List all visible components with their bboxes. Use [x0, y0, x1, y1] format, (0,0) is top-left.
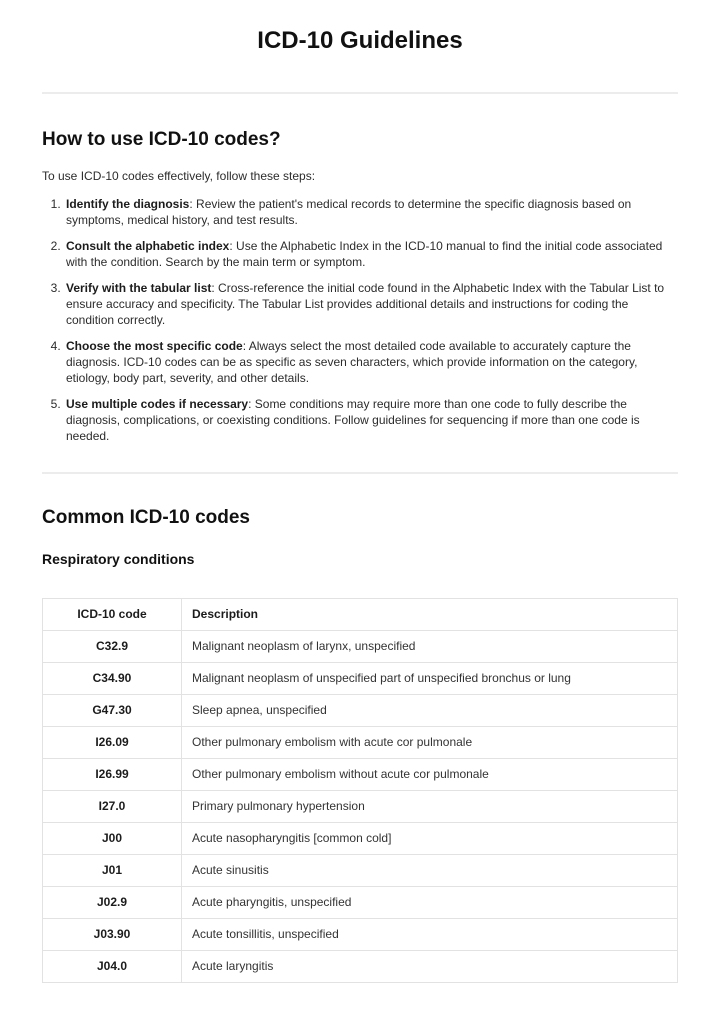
description-cell: Primary pulmonary hypertension	[182, 791, 678, 823]
table-row	[43, 951, 678, 983]
table-row	[43, 727, 678, 759]
respiratory-subheading: Respiratory conditions	[42, 551, 195, 567]
table-row	[43, 823, 678, 855]
code-cell: J01	[43, 855, 182, 887]
description-cell: Sleep apnea, unspecified	[182, 695, 678, 727]
table-row	[43, 919, 678, 951]
step-item	[64, 396, 678, 444]
code-cell: C32.9	[43, 631, 182, 663]
step-item	[64, 280, 678, 328]
code-cell: I26.99	[43, 759, 182, 791]
table-row	[43, 695, 678, 727]
description-cell: Acute nasopharyngitis [common cold]	[182, 823, 678, 855]
table-row	[43, 759, 678, 791]
step-text: : Cross-reference the initial code found in the Alphabetic Index with the Tabular List to ensure accuracy and specificity. The Tabular List provides additional details and instructions for coding the condition correctly.	[66, 281, 665, 327]
description-cell: Acute laryngitis	[182, 951, 678, 983]
how-to-heading: How to use ICD-10 codes?	[42, 129, 281, 150]
table-row	[43, 663, 678, 695]
steps-list	[42, 196, 678, 444]
step-item	[64, 338, 678, 386]
step-lead: Use multiple codes if necessary	[66, 397, 249, 411]
how-to-intro: To use ICD-10 codes effectively, follow these steps:	[42, 169, 316, 183]
column-header-code: ICD-10 code	[43, 599, 182, 631]
code-cell: J04.0	[43, 951, 182, 983]
step-lead: Consult the alphabetic index	[66, 239, 230, 253]
description-cell: Other pulmonary embolism without acute cor pulmonale	[182, 759, 678, 791]
step-text: : Always select the most detailed code available to accurately capture the diagnosis. ICD-10 codes can be as specific as seven characters, which provide information on the category, etiology, body part, severity, and other details.	[66, 339, 638, 385]
step-text: : Some conditions may require more than one code to fully describe the diagnosis, complications, or coexisting conditions. Follow guidelines for sequencing if more than one code is needed.	[66, 397, 640, 443]
description-cell: Other pulmonary embolism with acute cor pulmonale	[182, 727, 678, 759]
table-row	[43, 855, 678, 887]
table-header-row	[43, 599, 678, 631]
table-row	[43, 887, 678, 919]
code-cell: J02.9	[43, 887, 182, 919]
description-cell: Malignant neoplasm of larynx, unspecified	[182, 631, 678, 663]
description-cell: Acute tonsillitis, unspecified	[182, 919, 678, 951]
step-lead: Choose the most specific code	[66, 339, 243, 353]
code-cell: I26.09	[43, 727, 182, 759]
column-header-description: Description	[182, 599, 678, 631]
step-lead: Identify the diagnosis	[66, 197, 190, 211]
step-item	[64, 238, 678, 270]
divider	[42, 92, 678, 94]
code-cell: C34.90	[43, 663, 182, 695]
page-title: ICD-10 Guidelines	[257, 27, 463, 54]
table-row	[43, 791, 678, 823]
table-row	[43, 631, 678, 663]
step-lead: Verify with the tabular list	[66, 281, 212, 295]
step-item	[64, 196, 678, 228]
step-text: : Review the patient's medical records to determine the specific diagnosis based on symptoms, medical history, and test results.	[66, 197, 632, 227]
description-cell: Acute sinusitis	[182, 855, 678, 887]
how-to-section	[42, 128, 678, 444]
divider	[42, 472, 678, 474]
codes-table	[42, 598, 678, 983]
codes-table-header	[43, 599, 678, 631]
code-cell: J00	[43, 823, 182, 855]
code-cell: G47.30	[43, 695, 182, 727]
codes-table-body	[43, 631, 678, 983]
code-cell: J03.90	[43, 919, 182, 951]
common-codes-section	[42, 506, 678, 983]
description-cell: Malignant neoplasm of unspecified part of unspecified bronchus or lung	[182, 663, 678, 695]
description-cell: Acute pharyngitis, unspecified	[182, 887, 678, 919]
step-text: : Use the Alphabetic Index in the ICD-10 manual to find the initial code associated with the condition. Search by the main term or symptom.	[66, 239, 663, 269]
code-cell: I27.0	[43, 791, 182, 823]
common-codes-heading: Common ICD-10 codes	[42, 507, 250, 528]
